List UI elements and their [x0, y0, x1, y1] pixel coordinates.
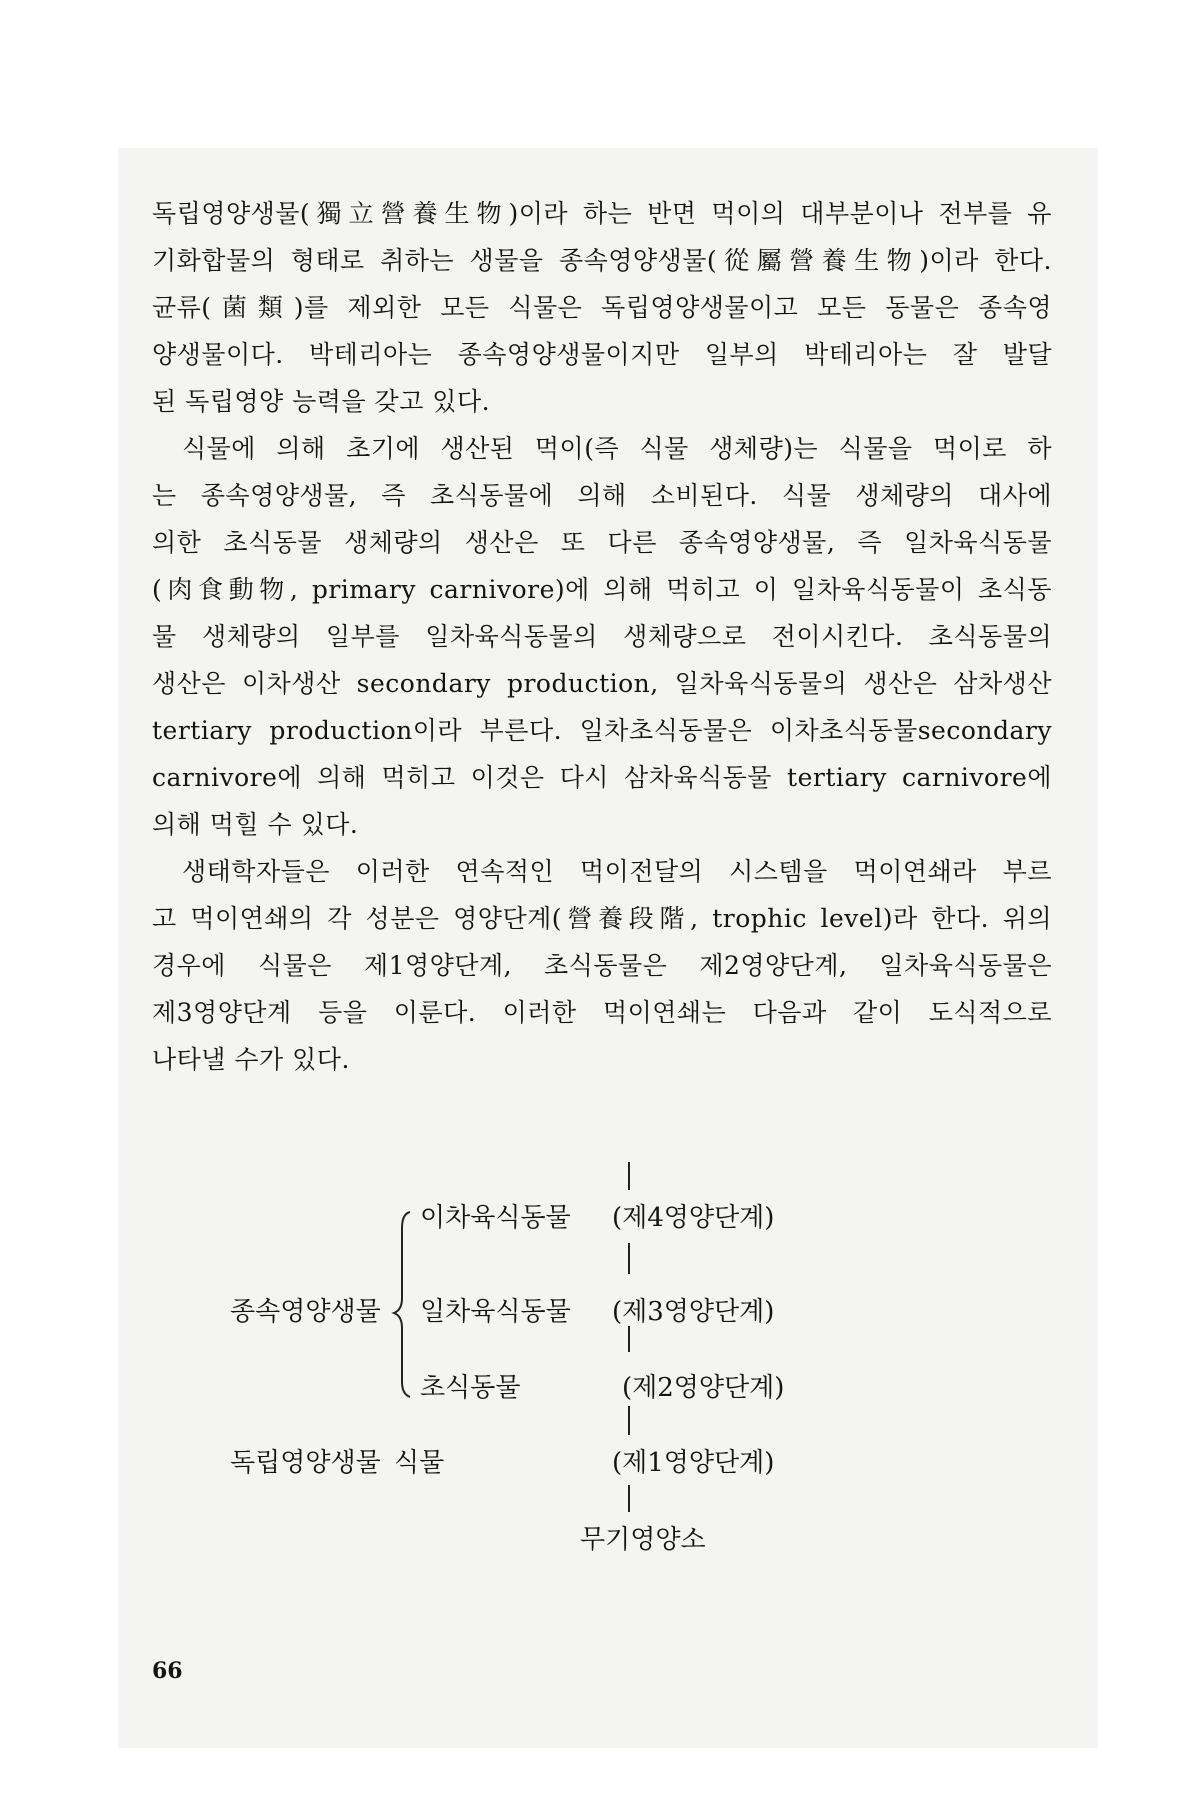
text-line: 생산은 이차생산 secondary production, 일차육식동물의 생산은 삼차생산 — [152, 669, 1052, 698]
plant-label: 식물 — [394, 1448, 445, 1478]
trophic-level-3: (제3영양단계) — [612, 1297, 775, 1327]
text-line: 고 먹이연쇄의 각 성분은 영양단계(營養段階, trophic level)라 한다. 위의 — [152, 904, 1052, 933]
text-line: 경우에 식물은 제1영양단계, 초식동물은 제2영양단계, 일차육식동물은 — [152, 951, 1052, 980]
heterotroph-label: 종속영양생물 — [230, 1297, 381, 1327]
text-line: tertiary production이라 부른다. 일차초식동물은 이차초식동물secondary — [152, 716, 1052, 745]
trophic-level-4: (제4영양단계) — [612, 1203, 775, 1233]
text-line: 양생물이다. 박테리아는 종속영양생물이지만 일부의 박테리아는 잘 발달 — [152, 340, 1052, 369]
text-line: 균류(菌類)를 제외한 모든 식물은 독립영양생물이고 모든 동물은 종속영 — [152, 293, 1052, 322]
text-line: 의해 먹힐 수 있다. — [152, 810, 359, 839]
text-line: 생태학자들은 이러한 연속적인 먹이전달의 시스템을 먹이연쇄라 부르 — [182, 857, 1052, 886]
trophic-level-2: (제2영양단계) — [622, 1373, 785, 1403]
text-line: 나타낼 수가 있다. — [152, 1045, 350, 1074]
secondary-carnivore-label: 이차육식동물 — [420, 1203, 571, 1233]
trophic-level-1: (제1영양단계) — [612, 1448, 775, 1478]
text-line: 기화합물의 형태로 취하는 생물을 종속영양생물(從屬營養生物)이라 한다. — [152, 246, 1052, 275]
text-line: carnivore에 의해 먹히고 이것은 다시 삼차육식동물 tertiary carnivore에 — [152, 763, 1052, 792]
text-line: (肉食動物, primary carnivore)에 의해 먹히고 이 일차육식동물이 초식동 — [152, 575, 1052, 604]
heterotroph-brace — [394, 1212, 410, 1397]
primary-carnivore-label: 일차육식동물 — [420, 1297, 571, 1327]
text-line: 제3영양단계 등을 이룬다. 이러한 먹이연쇄는 다음과 같이 도식적으로 — [152, 998, 1052, 1027]
text-line: 물 생체량의 일부를 일차육식동물의 생체량으로 전이시킨다. 초식동물의 — [152, 622, 1052, 651]
text-line: 된 독립영양 능력을 갖고 있다. — [152, 387, 491, 416]
text-line: 의한 초식동물 생체량의 생산은 또 다른 종속영양생물, 즉 일차육식동물 — [152, 528, 1052, 557]
text-line: 독립영양생물(獨立營養生物)이라 하는 반면 먹이의 대부분이나 전부를 유 — [152, 199, 1052, 228]
inorganic-nutrients-label: 무기영양소 — [580, 1525, 706, 1555]
page-number: 66 — [152, 1658, 183, 1684]
text-line: 는 종속영양생물, 즉 초식동물에 의해 소비된다. 식물 생체량의 대사에 — [152, 481, 1052, 510]
autotroph-label: 독립영양생물 — [230, 1448, 381, 1478]
text-line: 식물에 의해 초기에 생산된 먹이(즉 식물 생체량)는 식물을 먹이로 하 — [182, 434, 1052, 463]
herbivore-label: 초식동물 — [420, 1373, 521, 1403]
